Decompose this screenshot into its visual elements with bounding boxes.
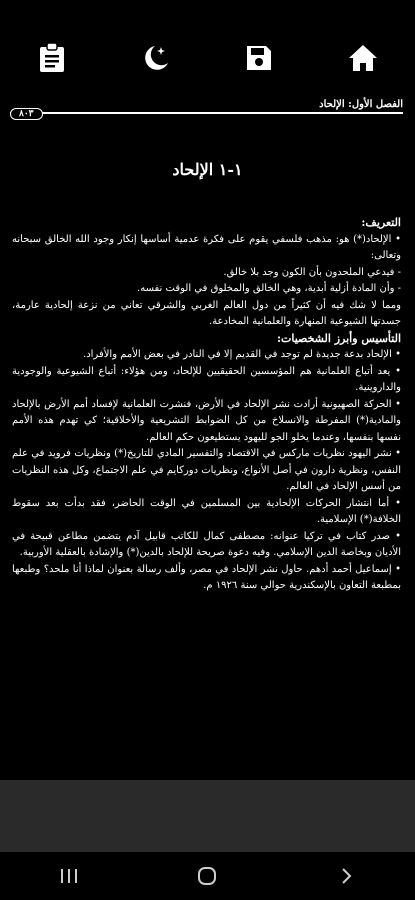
running-head-title: الفصل الأول: الإلحاد	[319, 99, 403, 110]
reader-toolbar	[0, 28, 415, 88]
section-heading: التعريف:	[361, 216, 401, 229]
home-icon	[348, 44, 378, 72]
book-page	[0, 80, 415, 780]
recent-apps-icon	[59, 867, 79, 885]
save-button[interactable]	[239, 38, 279, 78]
paragraph: • أما انتشار الحركات الإلحادية بين المسلمين في الوقت الحاضر، فقد بدأت بعد سقوط الخلافة(*) الإسلامية.	[12, 496, 401, 529]
chapter-title: ١-١ الإلحاد	[172, 160, 243, 179]
section-heading: التأسيس وأبرز الشخصيات:	[276, 331, 401, 345]
running-head	[10, 88, 403, 119]
recent-apps-button[interactable]	[49, 856, 89, 896]
clipboard-icon	[39, 43, 65, 73]
home-button[interactable]	[343, 38, 383, 78]
system-navbar	[0, 852, 415, 900]
paragraph: • الإلحاد بدعة جديدة لم توجد في القديم إلا في النادر في بعض الأمم والأفراد.	[12, 347, 401, 364]
page-number: ٨٠٣	[10, 108, 43, 120]
paragraph: - فيدعي الملحدون بأن الكون وجد بلا خالق.	[223, 266, 401, 278]
paragraph: • الحركة الصهيونية أرادت نشر الإلحاد في الأرض، فنشرت العلمانية لإفساد أمم الأرض بالإلحاد والمادية(*) المفرطة والانسلاخ من كل الضوابط التشريعية والأخلاقية؛ كي تهدم هذه الأمم نفسها بنفسها، وعندما يخلو الجو لليهود يستطيعون حكم العالم.	[12, 397, 401, 447]
index-button[interactable]	[32, 38, 72, 78]
page-body	[12, 215, 401, 595]
back-button[interactable]	[326, 856, 366, 896]
back-chevron-icon	[338, 866, 354, 886]
home-circle-icon	[197, 866, 217, 886]
paragraph: • يعد أتباع العلمانية هم المؤسسين الحقيقيين للإلحاد، ومن هؤلاء: أتباع الشيوعية والوجودية والداروينية.	[12, 364, 401, 397]
paragraph: • نشر اليهود نظريات ماركس في الاقتصاد والتفسير المادي للتاريخ(*) ونظريات فرويد في علم النفس، ونظرية دارون في أصل الأنواع، ونظريات دوركايم في علم الاجتماع، وكل هذه النظريات من أسس الإلحاد في العالم.	[12, 446, 401, 496]
night-mode-button[interactable]	[136, 38, 176, 78]
paragraph: • الإلحاد(*) هو: مذهب فلسفي يقوم على فكرة عدمية أساسها إنكار وجود الله الخالق سبحانه وتعالى:	[12, 232, 401, 265]
paragraph: ومما لا شك فيه أن كثيراً من دول العالم الغربي والشرقي تعاني من نزعة إلحادية عارمة، جسدتها الشيوعية المنهارة والعلمانية المخادعة.	[12, 299, 401, 327]
paragraph: - وأن المادة أزلية أبدية، وهي الخالق والمخلوق في الوقت نفسه.	[137, 283, 401, 294]
home-nav-button[interactable]	[187, 856, 227, 896]
paragraph: • صدر كتاب في تركيا عنوانه: مصطفى كمال للكاتب قابيل آدم يتضمن مطاعن قبيحة في الأديان وبخاصة الدين الإسلامي. وفيه دعوة صريحة للإلحاد بالدين(*) والإشادة بالعقلية الأوربية.	[12, 529, 401, 562]
paragraph: • إسماعيل أحمد أدهم. حاول نشر الإلحاد في مصر، وألف رسالة بعنوان لماذا أنا ملحد؟ وطبعها بمطبعة التعاون بالإسكندرية حوالي سنة ١٩٢٦ م.	[12, 562, 401, 595]
reader-bottom-bar	[0, 780, 415, 852]
moon-icon	[141, 43, 171, 73]
save-icon	[246, 45, 272, 71]
